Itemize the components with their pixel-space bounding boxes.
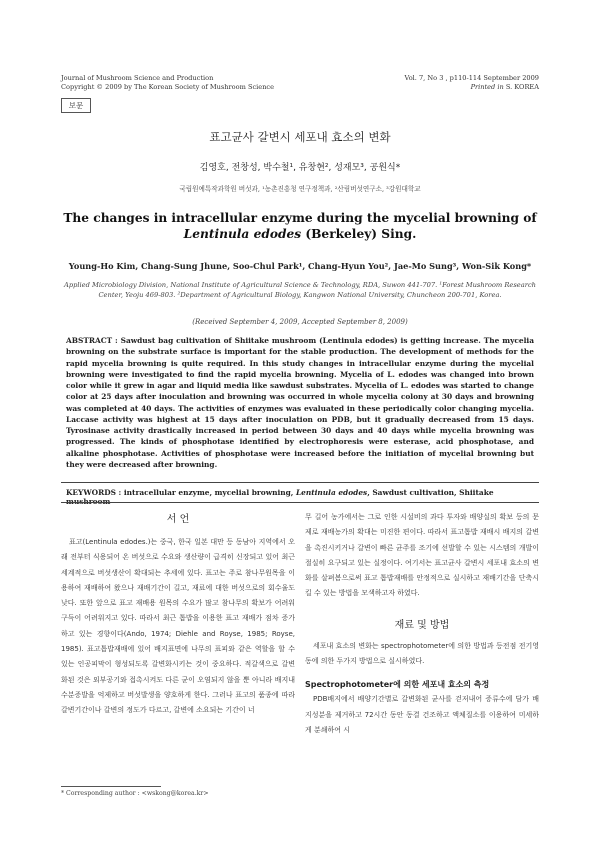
korean-authors: 김영호, 전창성, 박수철¹, 유창현², 성재모³, 공원식* [199,163,401,173]
printed-country: S. KOREA [503,83,539,91]
left-column [61,510,295,719]
keywords-bottom-rule [61,502,539,503]
right-column [305,510,539,738]
methods-text: 세포내 효소의 변화는 spectrophotometer에 의한 방법과 등전점 전기영동에 의한 두가지 방법으로 실시하였다. [305,641,539,666]
printed-prefix: Printed in [470,83,504,91]
copyright-line: Copyright © 2009 by The Korean Society of Mushroom Science [61,83,275,91]
keywords-label: KEYWORDS : [66,488,124,497]
english-title [0,210,600,242]
keywords-top-rule [61,482,539,483]
korean-title: 표고균사 갈변시 세포내 효소의 변화 [209,130,391,144]
english-title-line1: The changes in intracellular enzyme during the mycelial browning of [63,211,537,225]
korean-affiliations: 국립원예특작과학원 버섯과, ¹농촌진흥청 연구정책과, ²산림버섯연구소, ³강원대학교 [179,185,421,193]
abstract-text: Sawdust bag cultivation of Shiitake mushroom (Lentinula edodes) is getting increase. The mycelia browning on the substrate surface is important for the stable production. The development of methods for the rapid mycelia browning is quite required. In this study changes in intracellular enzyme during the mycelial browning were investigated to find the rapid mycelia browning. Mycelia of L. edodes was changed into brown color while it grew in agar and liquid media like sawdust substrates. Mycelia of L. edodes was started to change color at 25 days after inoculation and browning was occurred in whole mycelia colony at 30 days and browning was completed at 40 days. The activities of enzymes was evaluated in these periodically color changing mycelia. Laccase activity was highest at 15 days after inoculation on PDB, but it gradually decreased from 15 days. Tyrosinase activity drastically increased in period between 30 days and 40 days while mycelia browning was progressed. The kinds of phosphotase identified by electrophoresis were esterase, acid phosphotase, and alkaline phosphotase. Activities of phosphotase were increased before the initiation of mycelial browning but they were decreased after browning. [66,336,534,469]
intro-text: 표고(Lentinula edodes.)는 중국, 한국 일본 대만 등 동남아 지역에서 오래 전부터 식용되어 온 버섯으로 수요와 생산량이 급격히 신장되고 있어 최근 세계적으로 버섯생산이 확대되는 추세에 있다. 표고는 주로 참나무원목을 이용하여 재배하여 왔으나 재배기간이 길고, 재료에 대한 버섯으로의 회수율도 낮다. 또한 앞으로 표고 재배용 원목의 수요가 많고 참나무의 확보가 어려워 구득이 어려워지고 있다. 따라서 최근 톱밥을 이용한 표고 재배가 점차 증가하고 있는 경향이다(Ando, 1974; Diehle and Royse, 1985; Royse, 1985). 표고톱밥재배에 있어 배지표면에 나무의 표피와 같은 역할을 할 수 있는 인공피막이 형성되도록 갈변화시키는 것이 중요하다. 적갈색으로 갈변화된 것은 외부공기와 접촉시켜도 다른 균이 오염되지 않을 뿐 아니라 배지내 수분증발을 억제하고 버섯발생을 양호하게 한다. 그러나 표고의 품종에 따라 갈변기간이나 갈변의 정도가 다르고, 갈변에 소요되는 기간이 너 [61,538,295,715]
methods-heading: 재료 및 방법 [394,619,450,631]
intro-heading: 서 언 [166,514,190,525]
footnote-rule [61,786,161,787]
english-title-rest: (Berkeley) Sing. [301,227,417,241]
received-dates: (Received September 4, 2009, Accepted September 8, 2009) [192,318,408,326]
volume-line: Vol. 7, No 3 , p110-114 September 2009 [404,74,539,82]
english-title-line2 [0,226,600,242]
keywords [66,488,534,506]
english-affiliations: Applied Microbiology Division, National Institute of Agricultural Science & Technology, RDA, Suwon 441-707. ¹Forest Mushroom Research Center, Yeoju 469-803. ²Department of Agricultural Biology, Kangwon National University, Chuncheon 200-701, Korea. [64,281,536,299]
abstract-label: ABSTRACT : [66,336,121,345]
printed-line [405,83,539,92]
methods-subheading: Spectrophotometer에 의한 세포내 효소의 측정 [305,680,490,690]
methods-subtext: PDB배지에서 배양기간별로 갈변화된 균사를 걷저내어 증류수에 담가 배지성분을 제거하고 72시간 동안 동결 건조하고 액체질소를 이용하여 미세하게 분쇄하여 시 [305,695,539,734]
journal-header-left [61,74,274,92]
english-authors: Young-Ho Kim, Chang-Sung Jhune, Soo-Chul Park¹, Chang-Hyun You², Jae-Mo Sung³, Won-Sik Kong* [68,261,532,271]
abstract [66,335,534,470]
intro-continued-text: 무 길어 농가에서는 그로 인한 시설비의 과다 투자와 배양실의 확보 등의 문제로 재배농가의 확대는 미진한 편이다. 따라서 표고톱밥 재배시 배지의 갈변을 촉진시키거나 갈변이 빠른 균주를 조기에 선발할 수 있는 시스템의 개발이 절실히 요구되고 있는 실정이다. 여기서는 표고균사 갈변시 세포내 효소의 변화를 살펴봄으로써 표고 톱밥재배를 안정적으로 실시하고 재배기간을 단축시킬 수 있는 방법을 모색하고자 하였다. [305,513,539,598]
journal-header-right [405,74,539,92]
keywords-species: Lentinula edodes [295,488,368,497]
corresponding-author-footnote: * Corresponding author : <wskong@korea.kr> [61,790,209,797]
keywords-after: , Sawdust cultivation, Shiitake mushroom [66,488,494,506]
species-name: Lentinula edodes [183,227,302,241]
keywords-before: intracellular enzyme, mycelial browning, [123,488,296,497]
article-type-badge: 보문 [61,98,91,113]
journal-name: Journal of Mushroom Science and Production [61,74,214,82]
